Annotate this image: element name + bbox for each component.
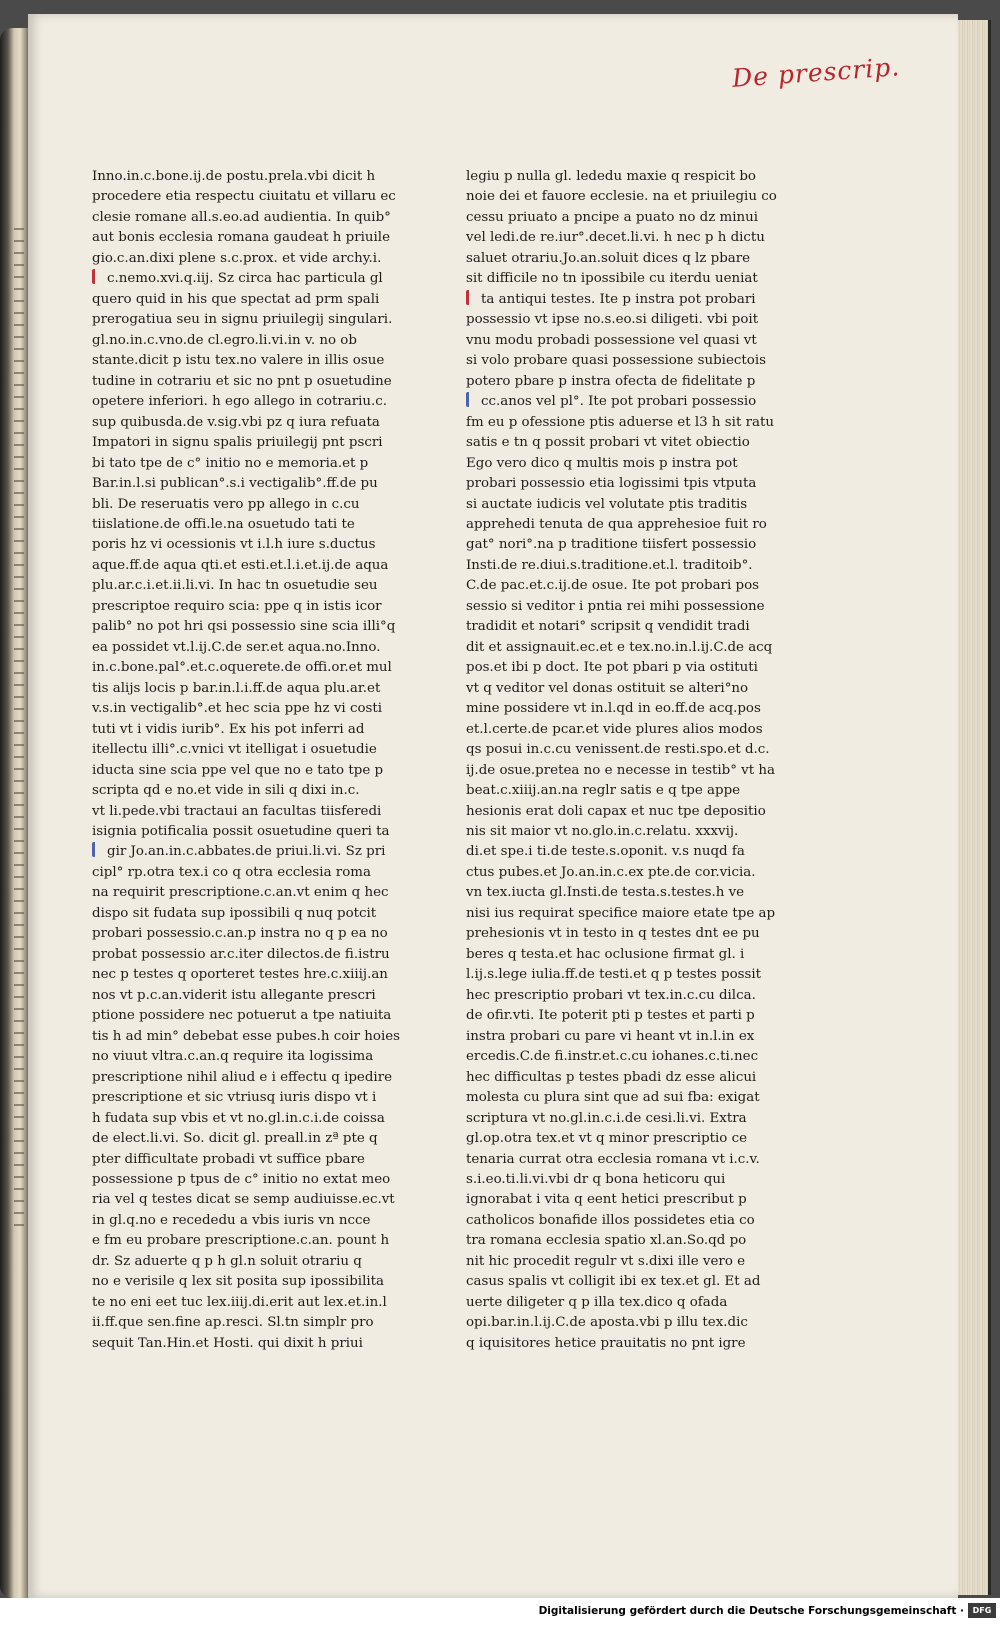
text-line: h fudata sup vbis et vt no.gl.in.c.i.de coissa <box>92 1110 385 1126</box>
text-line: nit hic procedit regulr vt s.dixi ille vero e <box>466 1253 746 1269</box>
text-line: molesta cu plura sint que ad sui fba: exigat <box>466 1090 760 1106</box>
text-line: dr. Sz aduerte q p h gl.n soluit otrariu q <box>92 1253 362 1269</box>
text-line: vn tex.iucta gl.Insti.de testa.s.testes.h ve <box>466 885 745 901</box>
paragraph-mark <box>466 392 478 407</box>
left-page-edge <box>0 28 30 1598</box>
text-line: apprehedi tenuta de qua apprehesioe fuit ro <box>466 516 767 532</box>
text-line: ij.de osue.pretea no e necesse in testib° vt ha <box>466 762 775 778</box>
text-line: tis alijs locis p bar.in.l.i.ff.de aqua plu.ar.et <box>92 680 381 696</box>
footer-credit: Digitalisierung gefördert durch die Deutsche Forschungsgemeinschaft · <box>538 1605 964 1617</box>
text-line: e fm eu probare prescriptione.c.an. pount h <box>92 1233 390 1249</box>
text-line: c.nemo.xvi.q.iij. Sz circa hac particula gl <box>92 269 354 289</box>
text-line: nos vt p.c.an.viderit istu allegante prescri <box>92 987 376 1003</box>
text-line: vel ledi.de re.iur°.decet.li.vi. h nec p h dictu <box>466 230 765 246</box>
text-line: di.et spe.i ti.de teste.s.oponit. v.s nuqd fa <box>466 844 745 860</box>
text-line: pos.et ibi p doct. Ite pot pbari p via ostituti <box>466 660 758 676</box>
text-line: hec difficultas p testes pbadi dz esse alicui <box>466 1069 757 1085</box>
text-line: probari possessio etia logissimi tpis vtputa <box>466 476 757 492</box>
text-line: sequit Tan.Hin.et Hosti. qui dixit h priui <box>92 1335 363 1351</box>
text-line: Impatori in signu spalis priuilegij pnt pscri <box>92 435 383 451</box>
text-line: si volo probare quasi possessione subiectois <box>466 353 766 369</box>
paragraph-mark <box>92 842 104 857</box>
text-line: Inno.in.c.bone.ij.de postu.prela.vbi dicit h <box>92 169 376 184</box>
text-line: procedere etia respectu ciuitatu et villaru ec <box>92 189 396 205</box>
text-line: tis h ad min° debebat esse pubes.h coir hoies <box>92 1028 401 1044</box>
text-line: mine possidere vt in.l.qd in eo.ff.de acq.pos <box>466 701 761 717</box>
text-line: in gl.q.no e recededu a vbis iuris vn ncce <box>92 1212 371 1228</box>
text-line: instra probari cu pare vi heant vt in.l.in ex <box>466 1028 755 1044</box>
text-line: catholicos bonafide illos possidetes etia co <box>466 1212 755 1228</box>
text-line: Bar.in.l.si publican°.s.i vectigalib°.ff.de pu <box>92 476 378 492</box>
right-page-stack <box>958 20 991 1595</box>
text-column-left <box>92 167 401 1354</box>
text-line: satis e tn q possit probari vt vitet obiectio <box>466 435 750 451</box>
text-line: aut bonis ecclesia romana gaudeat h priuile <box>92 230 390 246</box>
text-line: gio.c.an.dixi plene s.c.prox. et vide archy.i. <box>92 250 382 266</box>
text-line: uerte diligeter q p illa tex.dico q ofada <box>466 1294 728 1310</box>
text-line: ta antiqui testes. Ite p instra pot probari <box>466 290 728 310</box>
text-line: gl.no.in.c.vno.de cl.egro.li.vi.in v. no ob <box>92 332 357 348</box>
text-line: bli. De reseruatis vero pp allego in c.cu <box>92 496 360 512</box>
text-line: ea possidet vt.l.ij.C.de ser.et aqua.no.Inno. <box>92 639 381 655</box>
text-column-right <box>466 167 777 1354</box>
text-line: prerogatiua seu in signu priuilegij singulari. <box>92 312 393 328</box>
text-line: prehesionis vt in testo in q testes dnt ee pu <box>466 926 760 942</box>
text-line: C.de pac.et.c.ij.de osue. Ite pot probari pos <box>466 578 760 594</box>
text-line: sup quibusda.de v.sig.vbi pz q iura refuata <box>92 414 380 430</box>
text-line: possessione p tpus de c° initio no extat meo <box>92 1171 391 1187</box>
text-line: no e verisile q lex sit posita sup ipossibilita <box>92 1274 385 1290</box>
text-line: opi.bar.in.l.ij.C.de aposta.vbi p illu tex.dic <box>466 1315 748 1331</box>
text-line: Ego vero dico q multis mois p instra pot <box>466 455 738 471</box>
text-line: te no eni eet tuc lex.iiij.di.erit aut lex.et.in.l <box>92 1294 387 1310</box>
text-line: itellectu illi°.c.vnici vt itelligat i osuetudie <box>92 742 377 758</box>
text-line: ii.ff.que sen.fine ap.resci. Sl.tn simplr pro <box>92 1315 374 1331</box>
footer-bar <box>0 1598 1000 1626</box>
text-line: probari possessio.c.an.p instra no q p ea no <box>92 926 388 942</box>
text-line: poris hz vi ocessionis vt i.l.h iure s.ductus <box>92 537 376 553</box>
text-line: tradidit et notari° scripsit q vendidit tradi <box>466 619 750 635</box>
text-line: si auctate iudicis vel volutate ptis traditis <box>466 496 748 512</box>
text-line: vnu modu probadi possessione vel quasi vt <box>466 332 757 348</box>
text-line: et.l.certe.de pcar.et vide plures alios modos <box>466 721 763 737</box>
text-line: ercedis.C.de fi.instr.et.c.cu iohanes.c.ti.nec <box>466 1049 759 1065</box>
text-line: dispo sit fudata sup ipossibili q nuq potcit <box>92 905 377 921</box>
text-line: stante.dicit p istu tex.no valere in illis osue <box>92 353 385 369</box>
text-line: l.ij.s.lege iulia.ff.de testi.et q p testes possit <box>466 967 762 983</box>
text-line: palib° no pot hri qsi possessio sine scia illi°q <box>92 619 396 635</box>
running-head: De prescrip. <box>731 52 902 93</box>
text-line: scripta qd e no.et vide in sili q dixi in.c. <box>92 783 360 799</box>
text-line: plu.ar.c.i.et.ii.li.vi. In hac tn osuetudie seu <box>92 578 378 594</box>
text-line: cipl° rp.otra tex.i co q otra ecclesia roma <box>92 864 371 880</box>
text-line: ria vel q testes dicat se semp audiuisse.ec.vt <box>92 1192 395 1208</box>
text-line: isignia potificalia possit osuetudine queri ta <box>92 824 390 839</box>
text-line: potero pbare p instra ofecta de fidelitate p <box>466 373 756 389</box>
text-line: ptione possidere nec potuerut a tpe natiuita <box>92 1008 392 1024</box>
text-line: prescriptoe requiro scia: ppe q in istis icor <box>92 598 382 614</box>
text-line: noie dei et fauore ecclesie. na et priuilegiu co <box>466 189 777 205</box>
text-line: possessio vt ipse no.s.eo.si diligeti. vbi poit <box>466 312 759 328</box>
text-line: ctus pubes.et Jo.an.in.c.ex pte.de cor.vicia. <box>466 864 756 880</box>
text-line: prescriptione nihil aliud e i effectu q ipedire <box>92 1069 393 1085</box>
left-page-text-fragment <box>14 228 24 1228</box>
text-line: de elect.li.vi. So. dicit gl. preall.in zª pte q <box>92 1131 378 1147</box>
text-line: tenaria currat otra ecclesia romana vt i.c.v. <box>466 1151 760 1167</box>
text-line: aque.ff.de aqua qti.et esti.et.l.i.et.ij.de aqua <box>92 557 389 573</box>
text-line: saluet otrariu.Jo.an.soluit dices q lz pbare <box>466 250 751 266</box>
text-line: hesionis erat doli capax et nuc tpe depositio <box>466 803 766 819</box>
text-line: legiu p nulla gl. lededu maxie q respicit bo <box>466 169 756 184</box>
text-line: Insti.de re.diui.s.traditione.et.l. traditoib°. <box>466 557 753 573</box>
text-line: sessio si veditor i pntia rei mihi possessione <box>466 598 765 614</box>
text-line: in.c.bone.pal°.et.c.oquerete.de offi.or.et mul <box>92 660 392 676</box>
text-line: opetere inferiori. h ego allego in cotrariu.c. <box>92 394 388 410</box>
text-line: nisi ius requirat specifice maiore etate tpe ap <box>466 905 776 921</box>
text-line: dit et assignauit.ec.et e tex.no.in.l.ij.C.de acq <box>466 639 773 655</box>
text-line: beres q testa.et hac oclusione firmat gl. i <box>466 946 745 962</box>
text-line: tra romana ecclesia spatio xl.an.So.qd po <box>466 1233 747 1249</box>
text-line: quero quid in his que spectat ad prm spali <box>92 291 380 307</box>
text-line: v.s.in vectigalib°.et hec scia ppe hz vi costi <box>92 701 383 717</box>
text-line: s.i.eo.ti.li.vi.vbi dr q bona heticoru qui <box>466 1171 726 1187</box>
text-line: gir Jo.an.in.c.abbates.de priui.li.vi. Sz pri <box>92 842 354 862</box>
text-line: ignorabat i vita q eent hetici prescribut p <box>466 1192 747 1208</box>
text-line: beat.c.xiiij.an.na reglr satis e q tpe appe <box>466 783 741 799</box>
text-line: gat° nori°.na p traditione tiisfert possessio <box>466 537 757 553</box>
text-line: iducta sine scia ppe vel que no e tato tpe p <box>92 762 384 778</box>
text-line: vt q veditor vel donas ostituit se alteri°no <box>466 680 749 696</box>
text-line: vt li.pede.vbi tractaui an facultas tiisferedi <box>92 803 382 819</box>
text-line: nec p testes q oporteret testes hre.c.xiiij.an <box>92 967 388 983</box>
text-line: tiislatione.de offi.le.na osuetudo tati te <box>92 516 355 532</box>
text-line: casus spalis vt colligit ibi ex tex.et gl. Et ad <box>466 1274 761 1290</box>
text-line: tuti vt i vidis iurib°. Ex his pot inferri ad <box>92 721 365 737</box>
text-line: prescriptione et sic vtriusq iuris dispo vt i <box>92 1090 377 1106</box>
text-line: tudine in cotrariu et sic no pnt p osuetudine <box>92 373 392 389</box>
text-line: sit difficile no tn ipossibile cu iterdu ueniat <box>466 271 758 287</box>
text-line: q iquisitores hetice prauitatis no pnt igre <box>466 1335 746 1351</box>
text-line: nis sit maior vt no.glo.in.c.relatu. xxxvij. <box>466 824 739 839</box>
paragraph-mark <box>466 290 478 305</box>
text-line: cessu priuato a pncipe a puato no dz minui <box>466 209 759 225</box>
text-line: de ofir.vti. Ite poterit pti p testes et parti p <box>466 1008 755 1024</box>
dfg-logo: DFG <box>968 1603 996 1618</box>
text-line: scriptura vt no.gl.in.c.i.de cesi.li.vi. Extra <box>466 1110 747 1126</box>
text-line: gl.op.otra tex.et vt q minor prescriptio ce <box>466 1131 748 1147</box>
text-line: bi tato tpe de c° initio no e memoria.et p <box>92 455 369 471</box>
text-line: na requirit prescriptione.c.an.vt enim q hec <box>92 885 389 901</box>
text-line: pter difficultate probadi vt suffice pbare <box>92 1151 365 1167</box>
text-line: clesie romane all.s.eo.ad audientia. In quib° <box>92 209 391 225</box>
paragraph-mark <box>92 269 104 284</box>
text-line: probat possessio ar.c.iter dilectos.de fi.istru <box>92 946 390 962</box>
text-line: no viuut vltra.c.an.q require ita logissima <box>92 1049 374 1065</box>
text-line: fm eu p ofessione ptis aduerse et l3 h sit ratu <box>466 414 774 430</box>
text-line: cc.anos vel pl°. Ite pot probari possessio <box>466 392 728 412</box>
text-line: hec prescriptio probari vt tex.in.c.cu dilca. <box>466 987 756 1003</box>
text-line: qs posui in.c.cu venissent.de resti.spo.et d.c. <box>466 742 770 758</box>
